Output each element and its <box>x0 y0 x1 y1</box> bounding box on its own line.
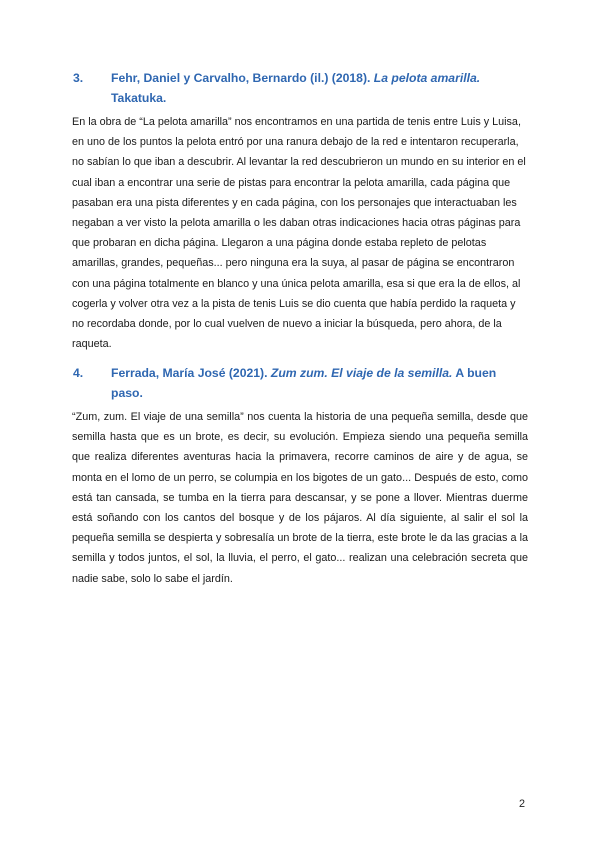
entry-heading <box>73 363 528 403</box>
entry-book-title: Zum zum. El viaje de la semilla. <box>270 366 453 380</box>
entry-summary: “Zum, zum. El viaje de una semilla” nos cuenta la historia de una pequeña semilla, desde que semilla hasta que es un brote, es decir, su evolución. Empieza siendo una pequeña semilla que realiza diferentes aventuras hacia la primavera, recorre caminos de aire y de agua, se monta en el lomo de un perro, se columpia en los bigotes de un gato... Después de esto, como está tan cansada, se tumba en la tierra para descansar, y se pone a llover. Mientras duerme está soñando con los cantos del bosque y de los pájaros. Al día siguiente, al salir el sol la pequeña semilla se despierta y sobresalía un brote de la tierra, este brote le da las gracias a la semilla y todos juntos, el sol, la lluvia, el perro, el gato... realizan una celebración secreta que nadie sabe, solo lo sabe el jardín. <box>72 411 528 585</box>
entry-number: 3. <box>73 71 84 85</box>
entry-3 <box>72 68 528 354</box>
page-number: 2 <box>519 798 526 810</box>
entry-summary: En la obra de “La pelota amarilla” nos encontramos en una partida de tenis entre Luis y Luisa, en uno de los puntos la pelota entró por una ranura debajo de la red e intentaron recuperarla, no sabían lo que iban a descubrir. Al levantar la red descubrieron un mundo en su interior en el cual iban a encontrar una serie de pistas para encontrar la pelota amarilla, cada página que pasaban era una pista diferentes y en cada página, con los personajes que interactuaban les negaban a ver visto la pelota amarilla o les daban otras indicaciones hacia otras páginas para que probaran en dicha página. Llegaron a una página donde estaba repleto de pelotas amarillas, grandes, pequeñas... pero ninguna era la suya, al pasar de página se encontraron con una página totalmente en blanco y una única pelota amarilla, esa si que era la de ellos, al cogerla y volver otra vez a la pista de tenis Luis se dio cuenta que había perdido la raqueta y no recordaba donde, por lo cual vuelven de nuevo a iniciar la búsqueda, pero ahora, de la raqueta. <box>72 116 526 351</box>
entry-4 <box>72 363 528 589</box>
entry-authors-year: Fehr, Daniel y Carvalho, Bernardo (il.) (2018). <box>111 71 374 85</box>
entry-book-title: La pelota amarilla. <box>373 71 481 85</box>
entry-publisher: Takatuka. <box>111 91 167 105</box>
entry-publisher: A buen paso. <box>111 366 497 400</box>
entry-heading <box>73 68 528 108</box>
entry-number: 4. <box>73 366 84 380</box>
entry-authors-year: Ferrada, María José (2021). <box>111 366 271 380</box>
